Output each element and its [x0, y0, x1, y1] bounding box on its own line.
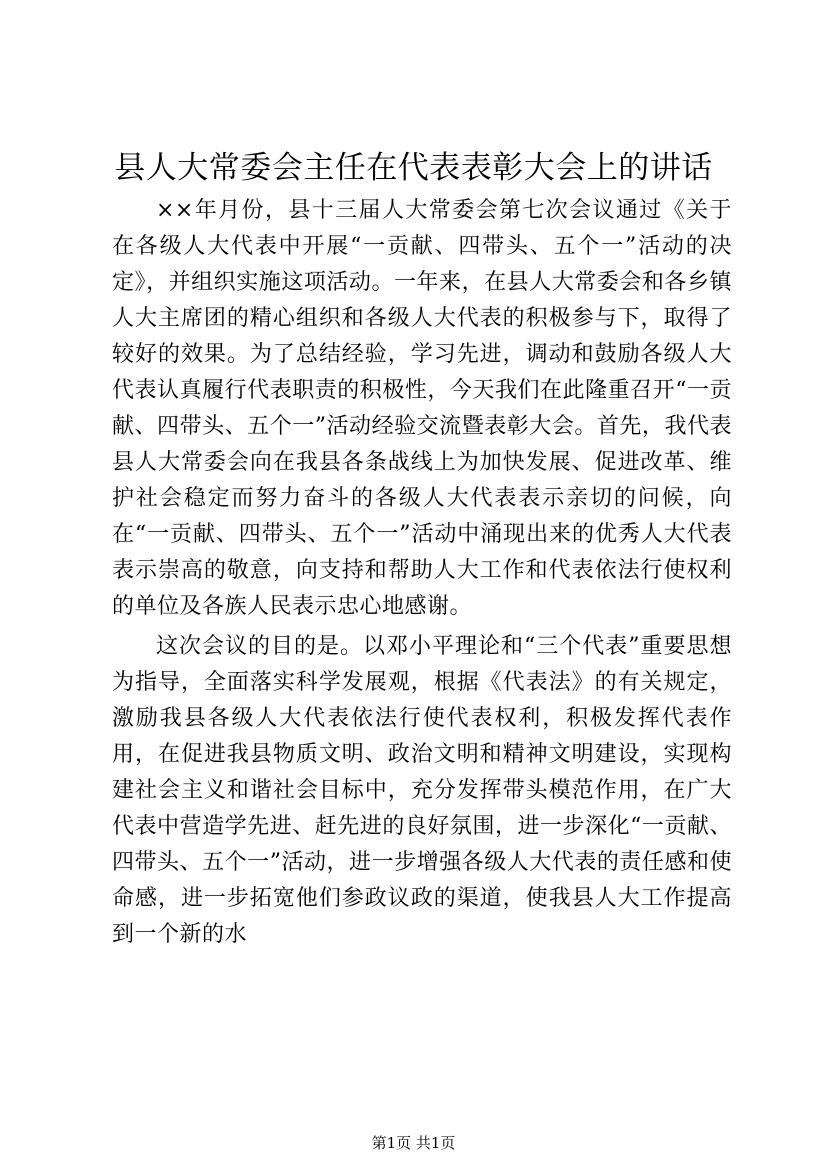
paragraph-2: 这次会议的目的是。以邓小平理论和“三个代表”重要思想为指导，全面落实科学发展观，根据《代表法》的有关规定，激励我县各级人大代表依法行使代表权利，积极发挥代表作用，在促进我县物质文明、政治文明和精神文明建设，实现构建社会主义和谐社会目标中，充分发挥带头模范作用，在广大代表中营造学先进、赶先进的良好氛围，进一步深化“一贡献、四带头、五个一”活动，进一步增强各级人大代表的责任感和使命感，进一步拓宽他们参政议政的渠道，使我县人大工作提高到一个新的水 [112, 634, 732, 947]
document-body [112, 193, 732, 953]
paragraph-1: ××年月份，县十三届人大常委会第七次会议通过《关于在各级人大代表中开展“一贡献、四带头、五个一”活动的决定》，并组织实施这项活动。一年来，在县人大常委会和各乡镇人大主席团的精心组织和各级人大代表的积极参与下，取得了较好的效果。为了总结经验，学习先进，调动和鼓励各级人大代表认真履行代表职责的积极性，今天我们在此隆重召开“一贡献、四带头、五个一”活动经验交流暨表彰大会。首先，我代表县人大常委会向在我县各条战线上为加快发展、促进改革、维护社会稳定而努力奋斗的各级人大代表表示亲切的问候，向在“一贡献、四带头、五个一”活动中涌现出来的优秀人大代表表示崇高的敬意，向支持和帮助人大工作和代表依法行使权利的单位及各族人民表示忠心地感谢。 [112, 198, 732, 619]
page-number-footer: 第1页 共1页 [371, 1134, 456, 1152]
document-title: 县人大常委会主任在代表表彰大会上的讲话 [114, 150, 713, 186]
